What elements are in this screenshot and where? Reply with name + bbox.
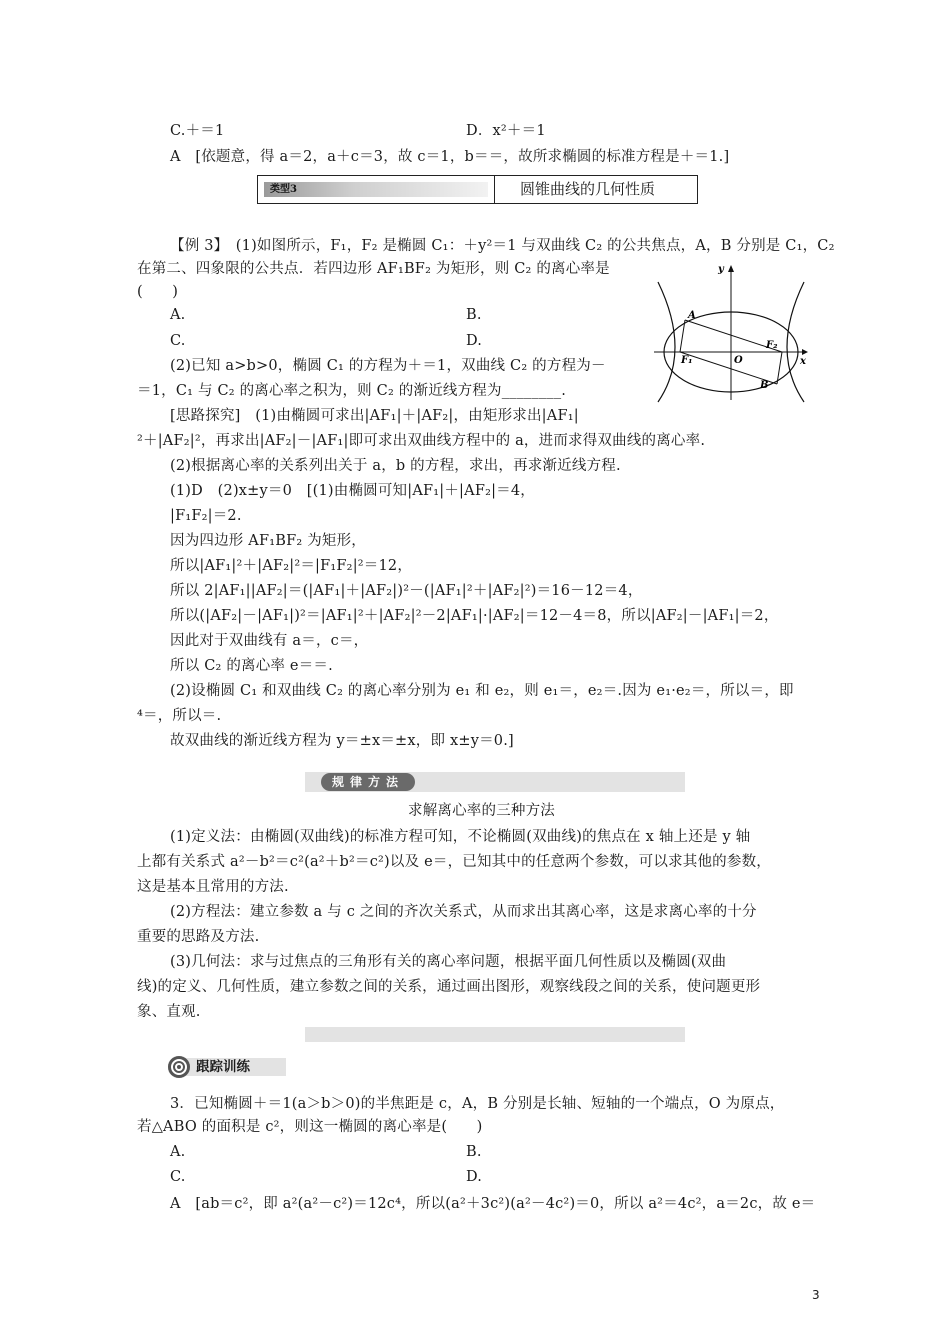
x-arrow [802, 349, 808, 355]
solution-line-1: (1)D (2)x±y＝0 [(1)由椭圆可知|AF₁|＋|AF₂|＝4， [170, 483, 535, 499]
ellipse-hyperbola-figure [650, 260, 812, 403]
solution-line-6: 所以(|AF₂|－|AF₁|)²＝|AF₁|²＋|AF₂|²－2|AF₁|·|AF₂|＝12－4＝8，所以|AF₂|－|AF₁|＝2， [170, 608, 779, 624]
page-number: 3 [812, 1288, 820, 1302]
solution-line-9: (2)设椭圆 C₁ 和双曲线 C₂ 的离心率分别为 e₁ 和 e₂，则 e₁＝，e₂＝.因为 e₁·e₂＝，所以＝，即 [170, 683, 794, 699]
solution-line-7: 因此对于双曲线有 a＝，c＝， [170, 633, 369, 649]
option-d: D．x²＋＝1 [466, 123, 546, 139]
example-line-1: 【例 3】 (1)如图所示，F₁，F₂ 是椭圆 C₁：＋y²＝1 与双曲线 C₂ 的公共焦点，A，B 分别是 C₁，C₂ [170, 238, 835, 254]
section-header [257, 175, 698, 204]
think-line-1: [思路探究] (1)由椭圆可求出|AF₁|＋|AF₂|，由矩形求出|AF₁| [170, 408, 579, 424]
method-2-line-2: 重要的思路及方法. [137, 929, 260, 945]
question-option-a: A. [170, 1144, 186, 1160]
method-2-line-1: (2)方程法：建立参数 a 与 c 之间的齐次关系式，从而求出其离心率，这是求离心率的十分 [170, 904, 757, 920]
figure-label-y: y [718, 264, 724, 275]
example-line-3: ( ) [137, 284, 179, 300]
section-title: 圆锥曲线的几何性质 [520, 180, 656, 198]
figure-label-a: A [688, 310, 696, 321]
example-line-2: 在第二、四象限的公共点．若四边形 AF₁BF₂ 为矩形，则 C₂ 的离心率是 [137, 261, 610, 277]
answer-line: A [依题意，得 a＝2，a＋c＝3，故 c＝1，b＝＝，故所求椭圆的标准方程是＋＝1.] [170, 149, 730, 165]
figure-label-f1: F₁ [681, 355, 693, 366]
example-option-b: B. [466, 307, 482, 323]
example-part2-line-1: (2)已知 a>b>0，椭圆 C₁ 的方程为＋＝1，双曲线 C₂ 的方程为－ [170, 358, 606, 374]
solution-line-2: |F₁F₂|＝2. [170, 508, 242, 524]
figure-label-f2: F₂ [766, 340, 778, 351]
question-option-d: D. [466, 1169, 483, 1185]
figure-label-b: B [760, 380, 769, 391]
method-banner-label: 规律方法 [321, 773, 415, 791]
example-option-c: C. [170, 333, 186, 349]
figure-label-o: O [734, 355, 743, 366]
example-option-a: A. [170, 307, 186, 323]
solution-line-11: 故双曲线的渐近线方程为 y＝±x＝±x，即 x±y＝0.] [170, 733, 514, 749]
example-part2-line-2: ＝1，C₁ 与 C₂ 的离心率之积为，则 C₂ 的渐近线方程为________. [137, 383, 567, 399]
solution-line-4: 所以|AF₁|²＋|AF₂|²＝|F₁F₂|²＝12， [170, 558, 413, 574]
solution-line-3: 因为四边形 AF₁BF₂ 为矩形， [170, 533, 366, 549]
solution-line-10: ⁴＝，所以＝. [137, 708, 222, 724]
method-1-line-3: 这是基本且常用的方法. [137, 879, 289, 895]
y-arrow [728, 265, 734, 272]
method-bottom-bar [305, 1027, 685, 1042]
section-tag [258, 176, 495, 203]
think-line-2: ²＋|AF₂|²，再求出|AF₂|－|AF₁|即可求出双曲线方程中的 a，进而求得双曲线的离心率. [137, 433, 706, 449]
target-icon [168, 1056, 190, 1078]
tag-gradient [264, 182, 488, 197]
option-c: C.＋＝1 [170, 123, 225, 139]
question-answer: A [ab＝c²，即 a²(a²－c²)＝12c⁴，所以(a²＋3c²)(a²－4c²)＝0，所以 a²＝4c²，a＝2c，故 e＝ [170, 1196, 816, 1212]
solution-line-5: 所以 2|AF₁||AF₂|＝(|AF₁|＋|AF₂|)²－(|AF₁|²＋|AF₂|²)＝16－12＝4， [170, 583, 643, 599]
figure-label-x: x [800, 356, 806, 367]
method-3-line-2: 线)的定义、几何性质，建立参数之间的关系，通过画出图形，观察线段之间的关系，使问题更形 [137, 979, 761, 995]
method-1-line-1: (1)定义法：由椭圆(双曲线)的标准方程可知，不论椭圆(双曲线)的焦点在 x 轴上还是 y 轴 [170, 829, 751, 845]
example-option-d: D. [466, 333, 483, 349]
solution-line-8: 所以 C₂ 的离心率 e＝＝. [170, 658, 333, 674]
method-title: 求解离心率的三种方法 [408, 803, 555, 819]
section-tag-label: 类型3 [270, 184, 297, 195]
follow-training-label: 跟踪训练 [182, 1058, 286, 1076]
question-option-c: C. [170, 1169, 186, 1185]
method-banner [305, 772, 685, 792]
think-line-3: (2)根据离心率的关系列出关于 a，b 的方程，求出，再求渐近线方程. [170, 458, 621, 474]
question-option-b: B. [466, 1144, 482, 1160]
method-3-line-1: (3)几何法：求与过焦点的三角形有关的离心率问题，根据平面几何性质以及椭圆(双曲 [170, 954, 727, 970]
method-3-line-3: 象、直观. [137, 1004, 201, 1020]
question-line-2: 若△ABO 的面积是 c²，则这一椭圆的离心率是( ) [137, 1119, 483, 1135]
method-1-line-2: 上都有关系式 a²－b²＝c²(a²＋b²＝c²)以及 e＝，已知其中的任意两个参数，可以求其他的参数， [137, 854, 771, 870]
question-line-1: 3．已知椭圆＋＝1(a＞b＞0)的半焦距是 c，A，B 分别是长轴、短轴的一个端点，O 为原点， [170, 1096, 785, 1112]
follow-training-header [168, 1056, 286, 1078]
